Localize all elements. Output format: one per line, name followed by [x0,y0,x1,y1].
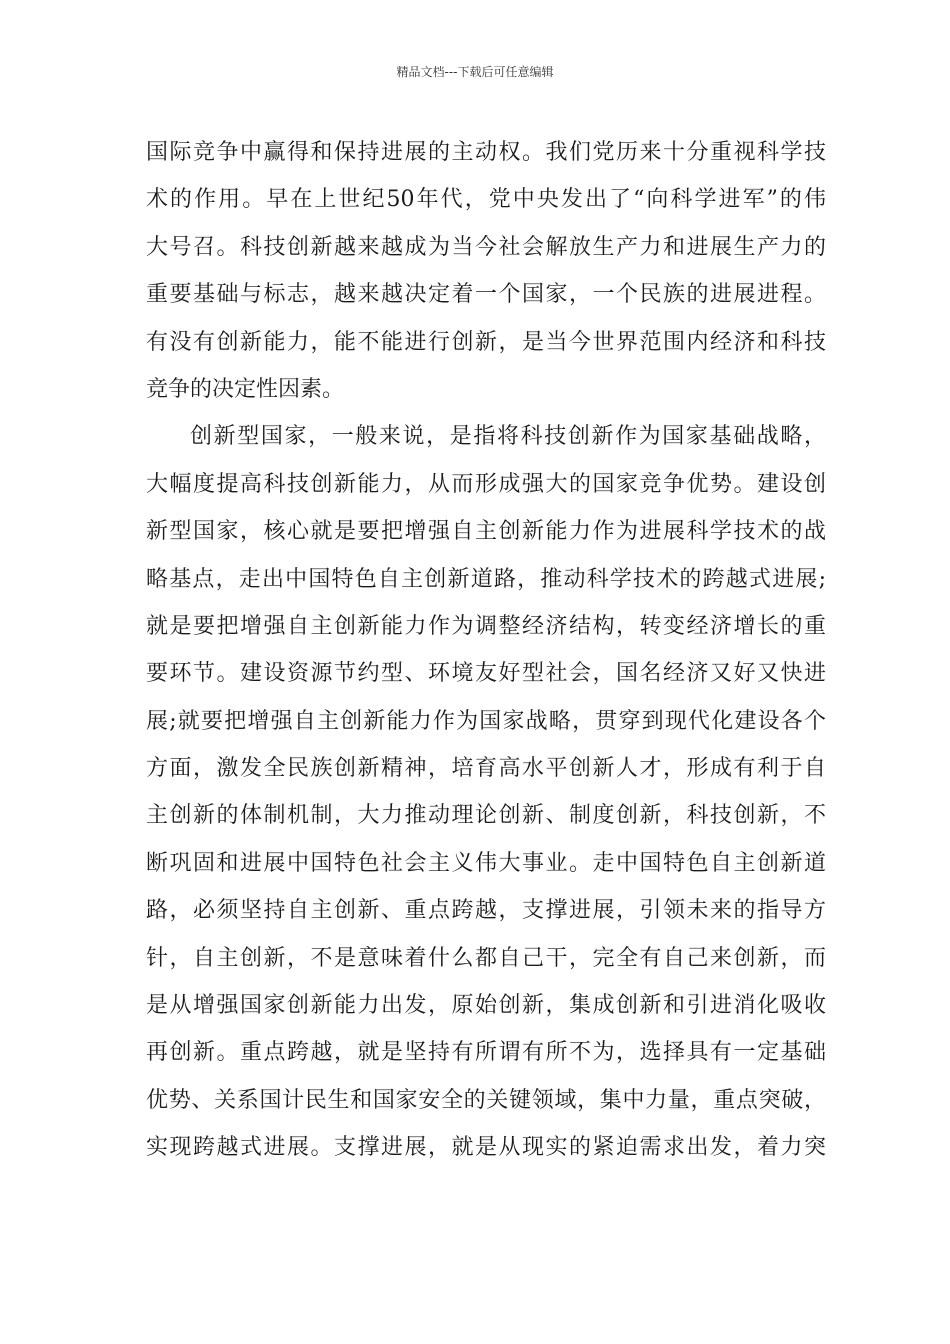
text-line: 大号召。科技创新越来越成为当今社会解放生产力和进展生产力的 [146,234,826,260]
page-header: 精品文档---下载后可任意编辑 [396,65,554,79]
text-line: 再创新。重点跨越，就是坚持有所谓有所不为，选择具有一定基础 [146,1040,826,1066]
text-line: 优势、关系国计民生和国家安全的关键领域，集中力量，重点突破， [146,1087,826,1113]
text-line: 国际竞争中赢得和保持进展的主动权。我们党历来十分重视科学技 [146,140,826,165]
text-line: 断巩固和进展中国特色社会主义伟大事业。走中国特色自主创新道 [146,850,826,876]
text-line: 有没有创新能力，能不能进行创新，是当今世界范围内经济和科技 [146,329,826,355]
document-body [146,129,826,1172]
text-line: 展;就要把增强自主创新能力作为国家战略，贯穿到现代化建设各个 [146,708,826,734]
text-line: 术的作用。早在上世纪50年代，党中央发出了“向科学进军”的伟 [146,187,826,213]
text-line: 重要基础与标志，越来越决定着一个国家，一个民族的进展进程。 [146,282,826,308]
text-line: 针，自主创新，不是意味着什么都自己干，完全有自己来创新，而 [146,945,826,971]
text-line: 竞争的决定性因素。 [146,376,345,402]
text-line: 路，必须坚持自主创新、重点跨越，支撑进展，引领未来的指导方 [146,898,826,924]
text-line: 是从增强国家创新能力出发，原始创新，集成创新和引进消化吸收 [146,993,826,1019]
paragraph-1 [146,129,826,413]
text-line: 新型国家，核心就是要把增强自主创新能力作为进展科学技术的战 [146,519,826,545]
text-line: 创新型国家，一般来说，是指将科技创新作为国家基础战略， [190,424,826,450]
text-line: 方面，激发全民族创新精神，培育高水平创新人才，形成有利于自 [146,756,826,782]
text-line: 就是要把增强自主创新能力作为调整经济结构，转变经济增长的重 [146,613,826,639]
text-line: 主创新的体制机制，大力推动理论创新、制度创新，科技创新，不 [146,803,826,829]
text-line: 要环节。建设资源节约型、环境友好型社会，国名经济又好又快进 [146,661,826,687]
text-line: 略基点，走出中国特色自主创新道路，推动科学技术的跨越式进展; [146,566,826,592]
text-line: 实现跨越式进展。支撑进展，就是从现实的紧迫需求出发，着力突 [146,1135,826,1161]
paragraph-2 [146,413,826,1171]
text-line: 大幅度提高科技创新能力，从而形成强大的国家竞争优势。建设创 [146,471,826,497]
